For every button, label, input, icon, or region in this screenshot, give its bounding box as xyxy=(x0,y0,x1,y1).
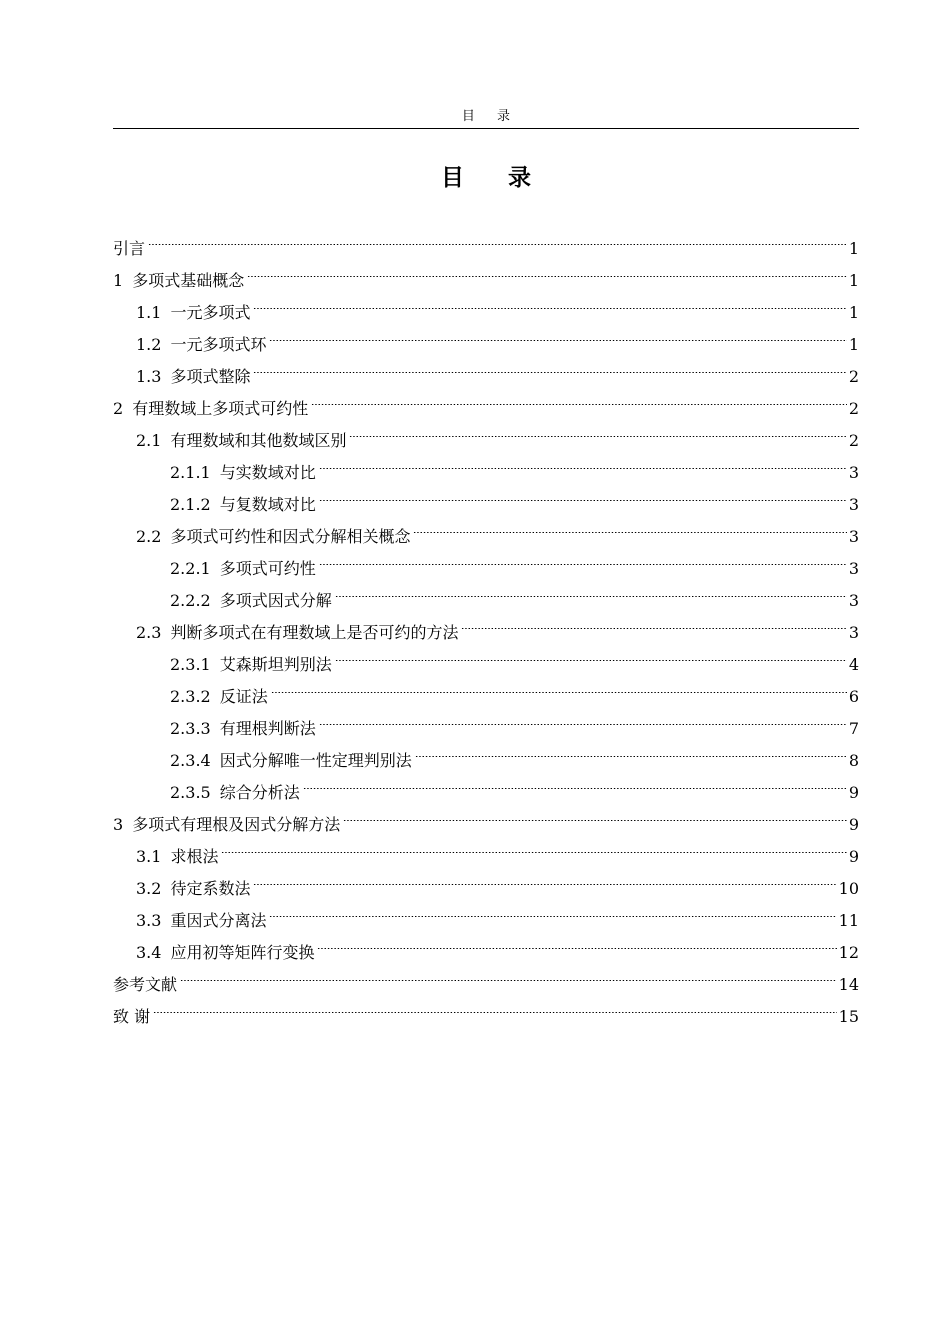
dot-leader xyxy=(461,606,846,638)
dot-leader xyxy=(319,702,847,734)
toc-entry-label: 致 谢 xyxy=(113,1007,151,1026)
dot-leader xyxy=(311,382,847,414)
toc-entry-label: 有理数域和其他数域区别 xyxy=(170,431,347,450)
toc-entry-label: 多项式可约性 xyxy=(219,559,316,578)
dot-leader xyxy=(253,350,846,382)
toc-entry-label: 判断多项式在有理数域上是否可约的方法 xyxy=(170,623,459,642)
dot-leader xyxy=(269,318,846,350)
toc-entry-page-number: 7 xyxy=(848,719,859,738)
dot-leader xyxy=(415,734,847,766)
toc-entry-number: 2.3.2 xyxy=(170,687,211,706)
toc-entry-page-number: 6 xyxy=(848,687,859,706)
toc-entry-number: 3 xyxy=(113,815,124,834)
dot-leader xyxy=(319,446,847,478)
toc-entry-page-number: 3 xyxy=(848,623,859,642)
dot-leader xyxy=(153,990,837,1022)
toc-entry-number: 1.1 xyxy=(136,303,162,322)
dot-leader xyxy=(319,542,847,574)
toc-entry-number: 1.3 xyxy=(136,367,162,386)
toc-entry[interactable] xyxy=(113,254,859,290)
toc-entry-label: 一元多项式 xyxy=(170,303,251,322)
toc-entry-number: 3.2 xyxy=(136,879,162,898)
dot-leader xyxy=(335,638,847,670)
toc-entry-page-number: 15 xyxy=(838,1007,859,1026)
toc-entry-number: 2.2 xyxy=(136,527,162,546)
toc-entry-number: 2 xyxy=(113,399,124,418)
dot-leader xyxy=(253,862,836,894)
toc-entry-label: 多项式因式分解 xyxy=(219,591,332,610)
page-title xyxy=(113,160,859,196)
toc-entry-page-number: 9 xyxy=(848,815,859,834)
toc-entry-label: 多项式基础概念 xyxy=(132,271,245,290)
toc-entry[interactable] xyxy=(113,222,859,258)
toc-entry-page-number: 1 xyxy=(848,335,859,354)
dot-leader xyxy=(148,222,847,254)
toc-entry-label: 多项式有理根及因式分解方法 xyxy=(132,815,341,834)
toc-entry-page-number: 10 xyxy=(838,879,859,898)
toc-entry-page-number: 2 xyxy=(848,431,859,450)
toc-entry-page-number: 9 xyxy=(848,847,859,866)
dot-leader xyxy=(413,510,846,542)
toc-entry-label: 与实数域对比 xyxy=(219,463,316,482)
toc-entry-label: 有理数域上多项式可约性 xyxy=(132,399,309,418)
toc-entry-page-number: 2 xyxy=(848,399,859,418)
toc-entry[interactable] xyxy=(113,990,859,1026)
toc-entry-label: 求根法 xyxy=(170,847,219,866)
toc-entry-label: 多项式整除 xyxy=(170,367,251,386)
dot-leader xyxy=(343,798,847,830)
toc-entry-number: 1.2 xyxy=(136,335,162,354)
dot-leader xyxy=(247,254,847,286)
toc-entry-number: 2.3.4 xyxy=(170,751,211,770)
toc-entry-page-number: 2 xyxy=(848,367,859,386)
toc-entry-number: 2.2.1 xyxy=(170,559,211,578)
dot-leader xyxy=(221,830,846,862)
running-header xyxy=(113,106,859,129)
toc-entry-page-number: 3 xyxy=(848,591,859,610)
toc-entry-page-number: 9 xyxy=(848,783,859,802)
toc-entry-page-number: 3 xyxy=(848,463,859,482)
toc-entry-number: 2.1 xyxy=(136,431,162,450)
toc-entry-label: 重因式分离法 xyxy=(170,911,267,930)
dot-leader xyxy=(349,414,846,446)
toc-entry-label: 因式分解唯一性定理判别法 xyxy=(219,751,412,770)
dot-leader xyxy=(317,926,836,958)
toc-entry-page-number: 3 xyxy=(848,527,859,546)
toc-entry-number: 2.3 xyxy=(136,623,162,642)
toc-entry-number: 3.3 xyxy=(136,911,162,930)
toc-entry-number: 2.1.1 xyxy=(170,463,211,482)
toc-entry-page-number: 4 xyxy=(848,655,859,674)
page-title-text: 目 录 xyxy=(440,165,549,191)
toc-entry-number: 2.1.2 xyxy=(170,495,211,514)
toc-entry-number: 2.3.3 xyxy=(170,719,211,738)
toc-entry-label: 一元多项式环 xyxy=(170,335,267,354)
dot-leader xyxy=(303,766,847,798)
toc-entry-number: 3.1 xyxy=(136,847,162,866)
toc-entry-page-number: 1 xyxy=(848,303,859,322)
toc-entry[interactable] xyxy=(113,830,859,866)
toc-entry-page-number: 1 xyxy=(848,239,859,258)
toc-entry[interactable] xyxy=(113,862,859,898)
toc-entry-page-number: 3 xyxy=(848,559,859,578)
toc-entry-label: 综合分析法 xyxy=(219,783,300,802)
toc-entry-label: 引言 xyxy=(113,239,146,258)
dot-leader xyxy=(319,478,847,510)
toc-entry[interactable] xyxy=(113,958,859,994)
toc-entry-label: 参考文献 xyxy=(113,975,178,994)
toc-entry-label: 艾森斯坦判别法 xyxy=(219,655,332,674)
dot-leader xyxy=(180,958,837,990)
toc-entry-label: 有理根判断法 xyxy=(219,719,316,738)
toc-entry-label: 应用初等矩阵行变换 xyxy=(170,943,315,962)
dot-leader xyxy=(271,670,847,702)
toc-entry-number: 2.3.1 xyxy=(170,655,211,674)
dot-leader xyxy=(335,574,847,606)
toc-entry-label: 待定系数法 xyxy=(170,879,251,898)
toc-entry-label: 与复数域对比 xyxy=(219,495,316,514)
toc-entry-page-number: 11 xyxy=(838,911,859,930)
toc-entry-page-number: 8 xyxy=(848,751,859,770)
toc-entry-number: 3.4 xyxy=(136,943,162,962)
toc-entry-page-number: 14 xyxy=(838,975,859,994)
toc-entry-number: 1 xyxy=(113,271,124,290)
table-of-contents xyxy=(113,222,859,1026)
toc-entry-number: 2.2.2 xyxy=(170,591,211,610)
running-header-title: 目 录 xyxy=(461,109,520,124)
toc-entry-page-number: 12 xyxy=(838,943,859,962)
dot-leader xyxy=(253,286,846,318)
toc-entry-label: 反证法 xyxy=(219,687,268,706)
toc-entry-page-number: 1 xyxy=(848,271,859,290)
toc-entry-page-number: 3 xyxy=(848,495,859,514)
toc-entry-number: 2.3.5 xyxy=(170,783,211,802)
dot-leader xyxy=(269,894,836,926)
toc-entry-label: 多项式可约性和因式分解相关概念 xyxy=(170,527,411,546)
